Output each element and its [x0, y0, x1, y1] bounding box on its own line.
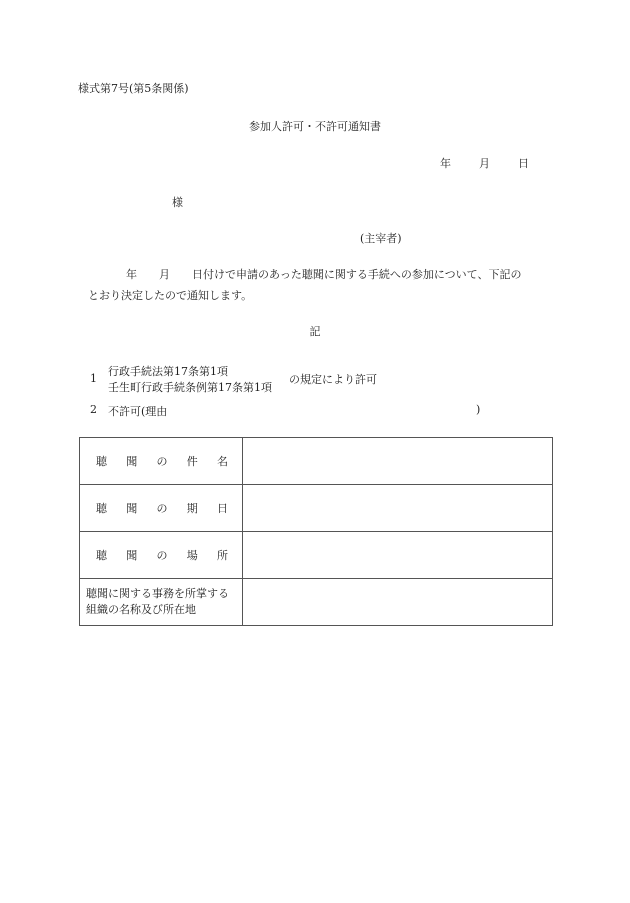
- item-1-law-line-1: 行政手続法第17条第1項: [108, 365, 228, 378]
- table-row: [80, 438, 553, 485]
- value-hearing-place[interactable]: [243, 532, 553, 579]
- value-hearing-date[interactable]: [243, 485, 553, 532]
- date-day: 日: [518, 157, 529, 170]
- label-char: 日: [217, 502, 228, 515]
- document-title: 参加人許可・不許可通知書: [249, 120, 381, 133]
- item-2-denial-text: 不許可(理由: [108, 405, 168, 418]
- label-char: 聴: [96, 455, 107, 468]
- label-char: 聞: [126, 455, 138, 468]
- hearing-info-table: [79, 437, 553, 626]
- body-paragraph-line2: とおり決定したので通知します。: [88, 289, 253, 302]
- label-char: 聴: [96, 549, 107, 562]
- label-char: 聴: [96, 502, 107, 515]
- item-2-closing-paren: ): [476, 403, 481, 416]
- body-year: 年: [126, 268, 137, 281]
- date-line: [440, 155, 529, 171]
- item-1-number: 1: [90, 372, 97, 385]
- label-char: 期: [186, 502, 198, 515]
- label-char: 聞: [126, 549, 138, 562]
- label-char: 場: [186, 549, 198, 562]
- table-row: [80, 532, 553, 579]
- label-char: の: [156, 502, 168, 515]
- label-organization: [80, 579, 243, 626]
- label-char: 聞: [126, 502, 138, 515]
- label-char: 所: [217, 549, 228, 562]
- item-2-number: 2: [90, 403, 97, 416]
- table-row: [80, 579, 553, 626]
- label-char: の: [156, 455, 168, 468]
- label-hearing-name: [80, 438, 243, 485]
- label-char: 件: [186, 455, 198, 468]
- label-hearing-place: [80, 532, 243, 579]
- label-hearing-date: [80, 485, 243, 532]
- label-line: 組織の名称及び所在地: [86, 603, 196, 616]
- value-organization[interactable]: [243, 579, 553, 626]
- date-month: 月: [479, 157, 490, 170]
- body-text-line1: 日付けで申請のあった聴聞に関する手続への参加について、下記の: [192, 268, 522, 281]
- addressee-honorific: 様: [172, 196, 183, 209]
- value-hearing-name[interactable]: [243, 438, 553, 485]
- body-month: 月: [159, 268, 170, 281]
- body-paragraph-line1: [78, 266, 521, 282]
- label-line: 聴聞に関する事務を所掌する: [86, 587, 229, 600]
- label-char: の: [156, 549, 168, 562]
- organizer-label: (主宰者): [360, 232, 402, 245]
- notice-heading: 記: [309, 325, 321, 338]
- form-number: 様式第7号(第5条関係): [78, 82, 189, 95]
- date-year: 年: [440, 157, 451, 170]
- table-row: [80, 485, 553, 532]
- item-1-law-line-2: 壬生町行政手続条例第17条第1項: [108, 381, 272, 394]
- label-char: 名: [217, 455, 228, 468]
- item-1-permission-text: の規定により許可: [289, 373, 377, 386]
